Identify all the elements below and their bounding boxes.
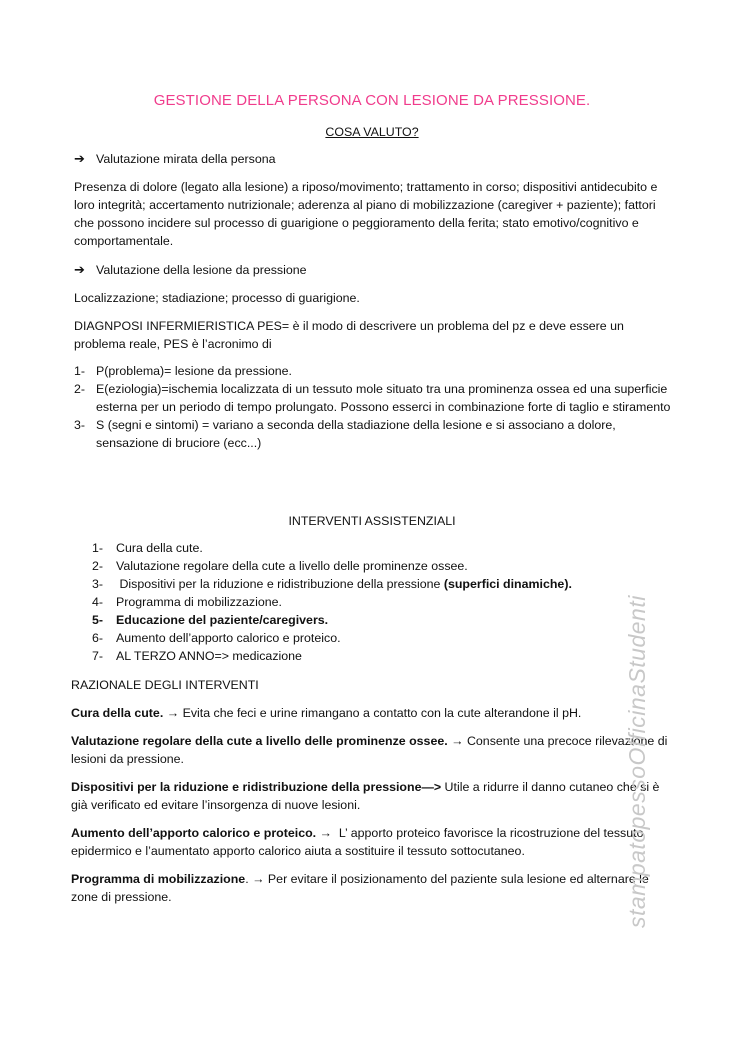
list-item: 2- E(eziologia)=ischemia localizzata di un tessuto mole situato tra una prominenza ossea ed una superficie esterna per un periodo di tempo prolungato. Possono esserci in combinazione forte di taglio e stiramento xyxy=(74,382,671,414)
pes-list xyxy=(74,362,678,452)
arrow-right-icon: ➔ xyxy=(74,262,85,277)
rationale-paragraph: Programma di mobilizzazione. → Per evitare il posizionamento del paziente sula lesione ed alternare le zone di pressione. xyxy=(71,872,649,904)
rationale-heading: RAZIONALE DEGLI INTERVENTI xyxy=(71,678,259,692)
list-item: 6- Aumento dell’apporto calorico e proteico. xyxy=(92,631,341,645)
rationale-paragraph: Dispositivi per la riduzione e ridistribuzione della pressione—> Utile a ridurre il danno cutaneo che si è già verificato ed evitare l’insorgenza di nuove lesioni. xyxy=(71,780,660,812)
paragraph-valutazione-persona: Presenza di dolore (legato alla lesione) a riposo/movimento; trattamento in corso; dispositivi antidecubito e loro integrità; accertamento nutrizionale; aderenza al piano di mobilizzazione (caregiver + paziente); fattori che possono incidere sul processo di guarigione o peggioramento della ferita; stato emotivo/cognitivo e comportamentale. xyxy=(74,180,658,248)
section-subtitle: COSA VALUTO? xyxy=(325,125,419,139)
interventions-heading: INTERVENTI ASSISTENZIALI xyxy=(288,514,456,528)
rationale-paragraph: Cura della cute. → Evita che feci e urine rimangano a contatto con la cute alterandone il pH. xyxy=(71,706,582,720)
heading-text: Valutazione della lesione da pressione xyxy=(96,263,307,277)
list-item: 7- AL TERZO ANNO=> medicazione xyxy=(92,649,302,663)
list-item: 3- S (segni e sintomi) = variano a seconda della stadiazione della lesione e si associano a dolore, sensazione di bruciore (ecc...) xyxy=(74,418,616,450)
paragraph-valutazione-lesione: Localizzazione; stadiazione; processo di guarigione. xyxy=(74,291,360,305)
list-item: 1- P(problema)= lesione da pressione. xyxy=(74,364,292,378)
arrow-right-icon: ➔ xyxy=(74,151,85,166)
list-item: 3- Dispositivi per la riduzione e ridistribuzione della pressione (superfici dinamiche). xyxy=(92,577,572,591)
list-item: 2- Valutazione regolare della cute a livello delle prominenze ossee. xyxy=(92,559,468,573)
document-title: GESTIONE DELLA PERSONA CON LESIONE DA PRESSIONE. xyxy=(153,92,591,109)
list-item: 4- Programma di mobilizzazione. xyxy=(92,595,282,609)
rationale-paragraph: Valutazione regolare della cute a livello delle prominenze ossee. → Consente una precoce rilevazione di lesioni da pressione. xyxy=(71,734,668,766)
heading-valutazione-lesione xyxy=(74,261,678,279)
rationale-paragraph: Aumento dell’apporto calorico e proteico. → L’ apporto proteico favorisce la ricostruzione del tessuto epidermico e l’aumentato apporto calorico aiuta a sostituire il tessuto sottocutaneo. xyxy=(71,826,644,858)
heading-valutazione-persona xyxy=(74,150,678,168)
watermark: stampatopessoOfficinaStudenti xyxy=(624,595,650,928)
list-item: 5- Educazione del paziente/caregivers. xyxy=(92,613,329,627)
list-item: 1- Cura della cute. xyxy=(92,541,203,555)
paragraph-pes: DIAGNPOSI INFERMIERISTICA PES= è il modo di descrivere un problema del pz e deve essere un problema reale, PES è l’acronimo di xyxy=(74,319,624,351)
heading-text: Valutazione mirata della persona xyxy=(96,152,276,166)
interventions-list xyxy=(92,539,652,665)
